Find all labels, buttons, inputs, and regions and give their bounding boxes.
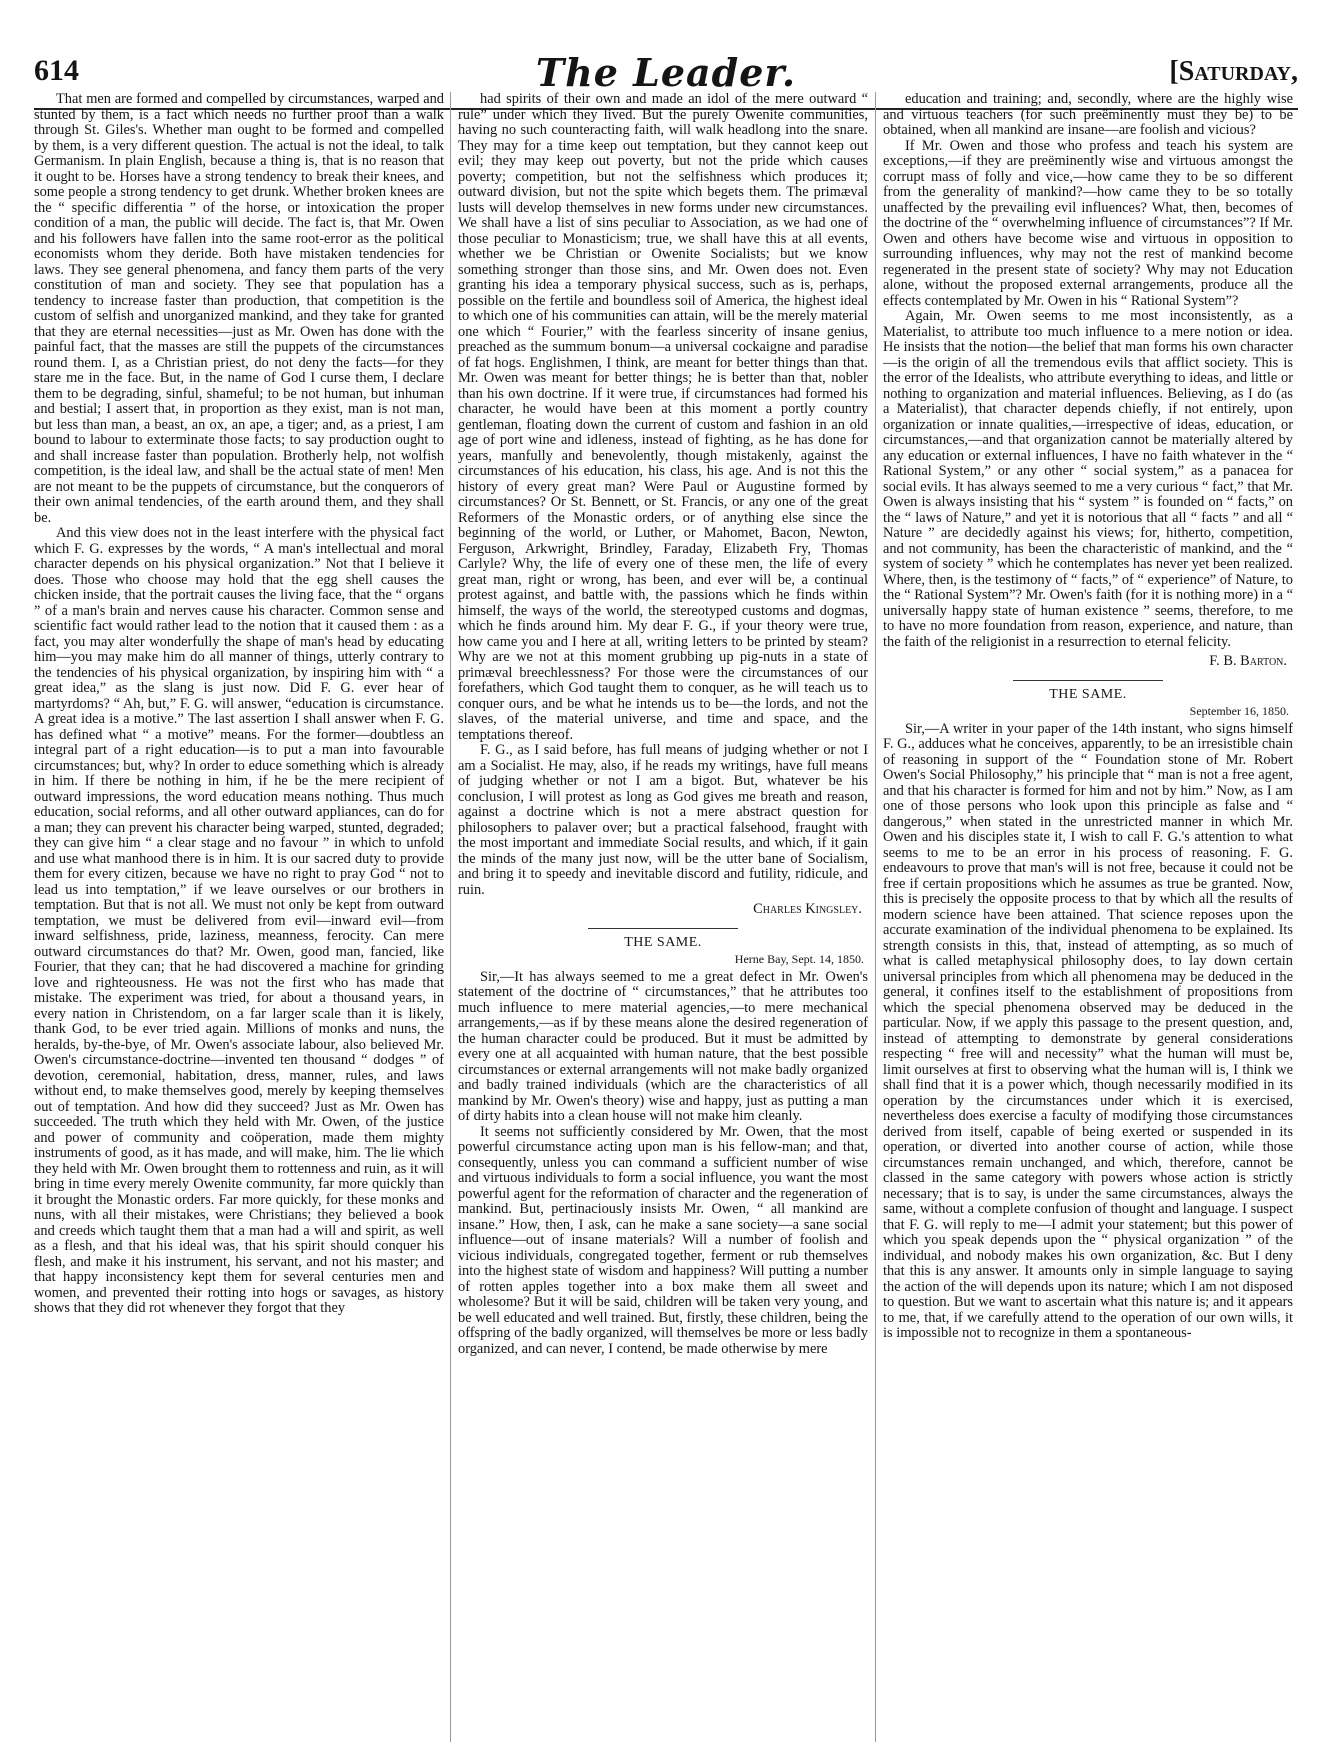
article-paragraph: If Mr. Owen and those who profess and teach his system are exceptions,—if they are preëminently wise and virtuous amongst the corrupt mass of folly and vice,—how came they to be so different from the generality of mankind?—how came they to be so totally unaffected by the prevailing evil influences? What, then, becomes of the doctrine of the “ overwhelming influence of circumstances”? If Mr. Owen and others have become wise and virtuous in opposition to surrounding influences, why may not the rest of mankind become regenerated in the present state of society? Why may not Education alone, without the proposed external arrangements, produce all the effects contemplated by Mr. Owen in his “ Rational System”?	[883, 137, 1293, 309]
section-title: THE SAME.	[624, 934, 702, 950]
column-2	[458, 92, 868, 1744]
article-paragraph: It seems not sufficiently considered by Mr. Owen, that the most powerful circumstance acting upon man is his fellow-man; and that, consequently, unless you can command a sufficient number of wise and virtuous individuals to form a social influence, you want the most powerful agent for the reformation of character and the regeneration of mankind. But, pertinaciously insists Mr. Owen, “ all mankind are insane.” How, then, I ask, can he make a sane society—a sane social influence—out of insane materials? Will a number of foolish and vicious individuals, congregated together, ferment or rub themselves into the highest state of wisdom and happiness? Will putting a number of rotten apples together into a box make them all sweet and wholesome? But it will be said, children will be taken very young, and be well educated and well trained. But, firstly, these children, being the offspring of the badly organized, will themselves be more or less badly organized, and can never, I contend, be made otherwise by mere	[458, 1123, 868, 1357]
column-1	[34, 92, 444, 1744]
section-divider	[1013, 680, 1163, 681]
section-title: THE SAME.	[1049, 686, 1127, 702]
article-paragraph: had spirits of their own and made an idol of the mere outward “ rule” under which they lived. But the purely Owenite communities, having no such counteracting faith, will walk headlong into the snare. They may for a time keep out temptation, but they cannot keep out evil; they may keep out poverty, but not the pride which causes poverty; competition, but not the selfishness which produces it; outward division, but not the spite which begets them. The primæval lusts will develop themselves in new forms under new circumstances. We shall have a list of sins peculiar to Association, as we had one of those peculiar to Monasticism; true, we shall have this at all events, whether we be Christian or Owenite Socialists; but we know something stronger than those sins, and Mr. Owen does not. Even granting his idea a temporary physical success, such as is, perhaps, possible on the fertile and boundless soil of America, the highest ideal to which one of his communities can attain, will be the merely material one which “ Fourier,” with the fearless sincerity of insane genius, preached as the summum bonum—a universal cockaigne and paradise of fat hogs. Englishmen, I think, are meant for better things than that. Mr. Owen was meant for better things; he is better than that, nobler than his own doctrine. If it were true, if circumstances had formed his character, he would have been at this moment a portly country gentleman, floating down the current of custom and fashion in an old age of port wine and idleness, instead of fighting, as he has done for years, manfully and benevolently, though mistakenly, against the circumstances of his education, his class, his age. And is not this the history of every great man? Were Paul or Augustine formed by circumstances? Or St. Bennett, or St. Francis, or any one of the great Reformers of the Monastic orders, or of anything else since the beginning of the world, or Luther, or Mahomet, Bacon, Newton, Ferguson, Arkwright, Brindley, Faraday, Elizabeth Fry, Thomas Carlyle? Why, the life of every one of these men, the life of every great man, right or wrong, has been, and ever will be, a continual protest against, and battle with, the passions which he finds within himself, the ways of the world, the stereotyped customs and dogmas, which he finds around him. My dear F. G., if your theory were true, how came you and I here at all, writing letters to be printed by steam? Why are we not at this moment grubbing up pig-nuts in a state of primæval breechlessness? For those were the circumstances of our forefathers, which God taught them to conquer, as he will teach us to conquer ours, and be what he intends us to be—the lords, and not the slaves, of the material universe, and time and space, and the temptations thereof.	[458, 92, 868, 743]
letter-dateline: September 16, 1850.	[1189, 704, 1289, 718]
letter-signature: F. B. Barton.	[1209, 653, 1287, 669]
article-paragraph: Sir,—It has always seemed to me a great defect in Mr. Owen's statement of the doctrine of “ circumstances,” that he attributes too much influence to mere material agencies,—to mere mechanical arrangements,—as if by these means alone the desired regeneration of the human character could be produced. But it must be admitted by every one at all acquainted with human nature, that the best possible circumstances or external arrangements will not make badly organized and badly trained individuals (which are the characteristics of all mankind by Mr. Owen's theory) wise and happy, just as putting a man of dirty habits into a clean house will not make him cleanly.	[458, 968, 868, 1124]
letter-signature: Charles Kingsley.	[753, 901, 862, 917]
article-paragraph: Again, Mr. Owen seems to me most inconsistently, as a Materialist, to attribute too much influence to a mere notion or idea. He insists that the notion—the belief that man forms his own character—is the origin of all the tremendous evils that afflict society. This is the error of the Idealists, who attribute everything to ideas, and little or nothing to organization and material influences. Believing, as I do (as a Materialist), that character depends chiefly, if not entirely, upon organization or innate qualities,—irrespective of ideas, education, or circumstances,—and that organization cannot be materially altered by any education or external influences, I have no faith whatever in the “ Rational System,” or any other “ social system,” as a panacea for social evils. It has always seemed to me a very curious “ fact,” that Mr. Owen is always insisting that his “ system ” is founded on “ facts,” on the “ laws of Nature,” and yet it is notorious that all “ facts ” and all “ Nature ” are decidedly against his views; for, hitherto, competition, and not community, has been the characteristic of mankind, and the “ system of society ” which he contemplates has never yet been realized. Where, then, is the testimony of “ facts,” of “ experience” of Nature, to the “ Rational System”? Mr. Owen's faith (for it is nothing more) in a “ universally happy state of human existence ” seems, therefore, to me to have no more foundation from reason, experience, and nature, than the faith of the religionist in a resurrection to eternal felicity.	[883, 308, 1293, 650]
newspaper-title: The Leader.	[535, 50, 797, 95]
article-paragraph: F. G., as I said before, has full means of judging whether or not I am a Socialist. He may, also, if he reads my writings, have full means of judging whether or not I am a bigot. But, whatever be his conclusion, I will protest as long as God gives me breath and reason, against a doctrine which is not a mere abstract question for philosophers to palaver over; but a practical falsehood, fraught with the most important and immediate Social results, and which, if it gain the minds of the many just now, will be the utter bane of Socialism, and bring it to speedy and inevitable discord and futility, ridicule, and ruin.	[458, 742, 868, 898]
column-divider	[450, 92, 451, 1742]
page-number: 614	[34, 54, 79, 87]
column-3	[883, 92, 1293, 1744]
section-divider	[588, 928, 738, 929]
article-paragraph: And this view does not in the least interfere with the physical fact which F. G. expresses by the words, “ A man's intellectual and moral character depends on his physical organization.” Not that I believe it does. Those who choose may hold that the egg shell causes the chicken inside, that the portrait causes the living face, that the “ organs ” of a man's brain and nerves cause his character. Common sense and scientific fact would rather lead to the notion that it caused them : as a fact, you may alter wonderfully the shape of man's head by educating him—you may make him do all manner of things, utterly contrary to the tendencies of his physical organization, by inspiring him with “ a great idea,” as the slang is just now. Did F. G. ever hear of martyrdoms? “ Ah, but,” F. G. will answer, “education is circumstance. A great idea is a motive.” The last assertion I shall answer when F. G. has defined what “ a motive” means. For the former—doubtless an integral part of a right education—is to put a man into favourable circumstances; but, why? In order to educe something which is already in him. If there be nothing in him, if he be the mere recipient of outward impressions, the word education means nothing. Thus much education, social reforms, and all other outward appliances, can do for a man; they can prevent his character being warped, stunted, degraded; they can give him “ a clear stage and no favour ” in which to unfold and use what manhood there is in him. It is our sacred duty to provide them for every citizen, because we have no right to pray God “ not to lead us into temptation,” if we leave ourselves or our brothers in temptation. But that is not all. We must not only be kept from outward temptation, we must be delivered from evil—inward evil—from inward selfishness, pride, laziness, meanness, ferocity. Can mere outward circumstances do that? Mr. Owen, good man, fancied, like Fourier, that they can; that he had discovered a machine for grinding love and righteousness. He was not the first who has made that mistake. The experiment was tried, for about a thousand years, in every nation in Christendom, on a far larger scale than it is likely, thank God, to be ever tried again. Millions of monks and nuns, the heralds, by-the-bye, of Mr. Owen's associate labour, also believed Mr. Owen's circumstance-doctrine—invented ten thousand “ dodges ” of devotion, ceremonial, habitation, dress, manner, rules, and laws without end, to make themselves good, merely by keeping themselves out of temptation. And how did they succeed? Just as Mr. Owen has succeeded. The truth which they held with Mr. Owen, of the justice and power of community and coöperation, made them mighty instruments of good, as it has made, and will make, him. The lie which they held with Mr. Owen brought them to rottenness and ruin, as it will bring in time every merely Owenite community, far more quickly than it brought the Monastic orders. Far more quickly, for these monks and nuns, with all their mistakes, were Christians; they believed a book and creeds which taught them that a man had a will and spirit, as well as a flesh, and that his ideal was, that his spirit should conquer his flesh, and make it his instrument, his servant, and not his master; and that happy inconsistency kept them for several centuries men and women, and prevented their rotting into hogs or savages, as history shows that they did rot whenever they forgot that they	[34, 525, 444, 1316]
article-paragraph: That men are formed and compelled by circumstances, warped and stunted by them, is a fact which needs no further proof than a walk through St. Giles's. Whether man ought to be formed and compelled by them, is a very different question. The actual is not the ideal, to talk Germanism. In plain English, because a thing is, that is no reason that it ought to be. Horses have a strong tendency to break their knees, and some people a strong tendency to get drunk. Whether broken knees are the “ specific differentia ” of the horse, or intoxication the proper condition of a man, the public will decide. The fact is, that Mr. Owen and his followers have fallen into the same root-error as the political economists whom they deride. Both have mistaken tendencies for laws. They see general phenomena, and fancy them parts of the very constitution of man and society. They see that population has a tendency to increase faster than production, that competition is the custom of selfish and unorganized mankind, and they take for granted that they are eternal necessities—just as Mr. Owen has done with the painful fact, that the masses are still the puppets of the circumstances round them. I, as a Christian priest, do not deny the facts—for they stare me in the face. But, in the name of God I curse them, I declare them to be degrading, sinful, shameful; to be not human, but inhuman and bestial; I assert that, in proportion as they exist, man is not man, but less than man, a beast, an ox, an ape, a tiger; and, as a priest, I am bound to labour to exterminate those facts; to say production ought to and shall increase faster than population. Brotherly help, not wolfish competition, is the ideal law, and shall be the actual state of men! Men are not meant to be the puppets of circumstance, but the conquerors of their own animal tendencies, of the earth around them, and they shall be.	[34, 92, 444, 526]
article-paragraph: Sir,—A writer in your paper of the 14th instant, who signs himself F. G., adduces what he conceives, apparently, to be an irresistible chain of reasoning in support of the “ Foundation stone of Mr. Robert Owen's Social Philosophy,” his principle that “ man is not a free agent, and that his character is formed for him and not by him.” Now, as I am one of those persons who look upon this principle as false and “ dangerous,” when stated in the unrestricted manner in which Mr. Owen and his disciples state it, I wish to call F. G.'s attention to what seems to me to be an error in his process of reasoning. F. G. endeavours to prove that man's will is not free, because it could not be free if certain propositions which he assumes as true be granted. Now, this is precisely the opposite process to that by which all the results of modern science have been attained. That science reposes upon the accurate examination of the individual phenomena to be explained. Its strength consists in this, that, instead of attempting, as so much of what is called metaphysical philosophy does, to lay down certain universal principles from which all phenomena may be deduced in the general, it confines itself to the establishment of propositions from which the special phenomena observed may be deduced in the particular. Now, if we apply this passage to the present question, and, instead of attempting to demonstrate by general considerations respecting “ free will and necessity” what the human will must be, limit ourselves at first to observing what the human will is, I think we shall find that it is a power which, though necessarily modified in its operation by the circumstances under which it is exercised, nevertheless does exercise a faculty of modifying those circumstances derived from itself, capable of being exerted or suspended in its operation, or diverted into another course of action, while those circumstances remain unchanged, and which, therefore, cannot be classed in the same category with powers whose action is strictly necessary; that is to say, is under the same circumstances, always the same, without a complete confusion of thought and language. I suspect that F. G. will reply to me—I admit your statement; but this power of which you speak depends upon the “ physical organization ” of the individual, and nobody makes his own organization, &c. But I deny that this is any answer. It amounts only in simple language to saying the action of the will depends upon its nature; which I am not disposed to question. But we want to ascertain what this nature is; and it appears to me, that, if we carefully attend to the operation of our own wills, it is impossible not to recognize in them a spontaneous-	[883, 720, 1293, 1341]
article-paragraph: education and training; and, secondly, where are the highly wise and virtuous teachers (for such preëminently must they be) to be obtained, when all mankind are insane—are foolish and vicious?	[883, 92, 1293, 138]
issue-day: [Saturday,	[1169, 56, 1298, 87]
letter-dateline: Herne Bay, Sept. 14, 1850.	[734, 952, 864, 966]
column-divider	[875, 92, 876, 1742]
